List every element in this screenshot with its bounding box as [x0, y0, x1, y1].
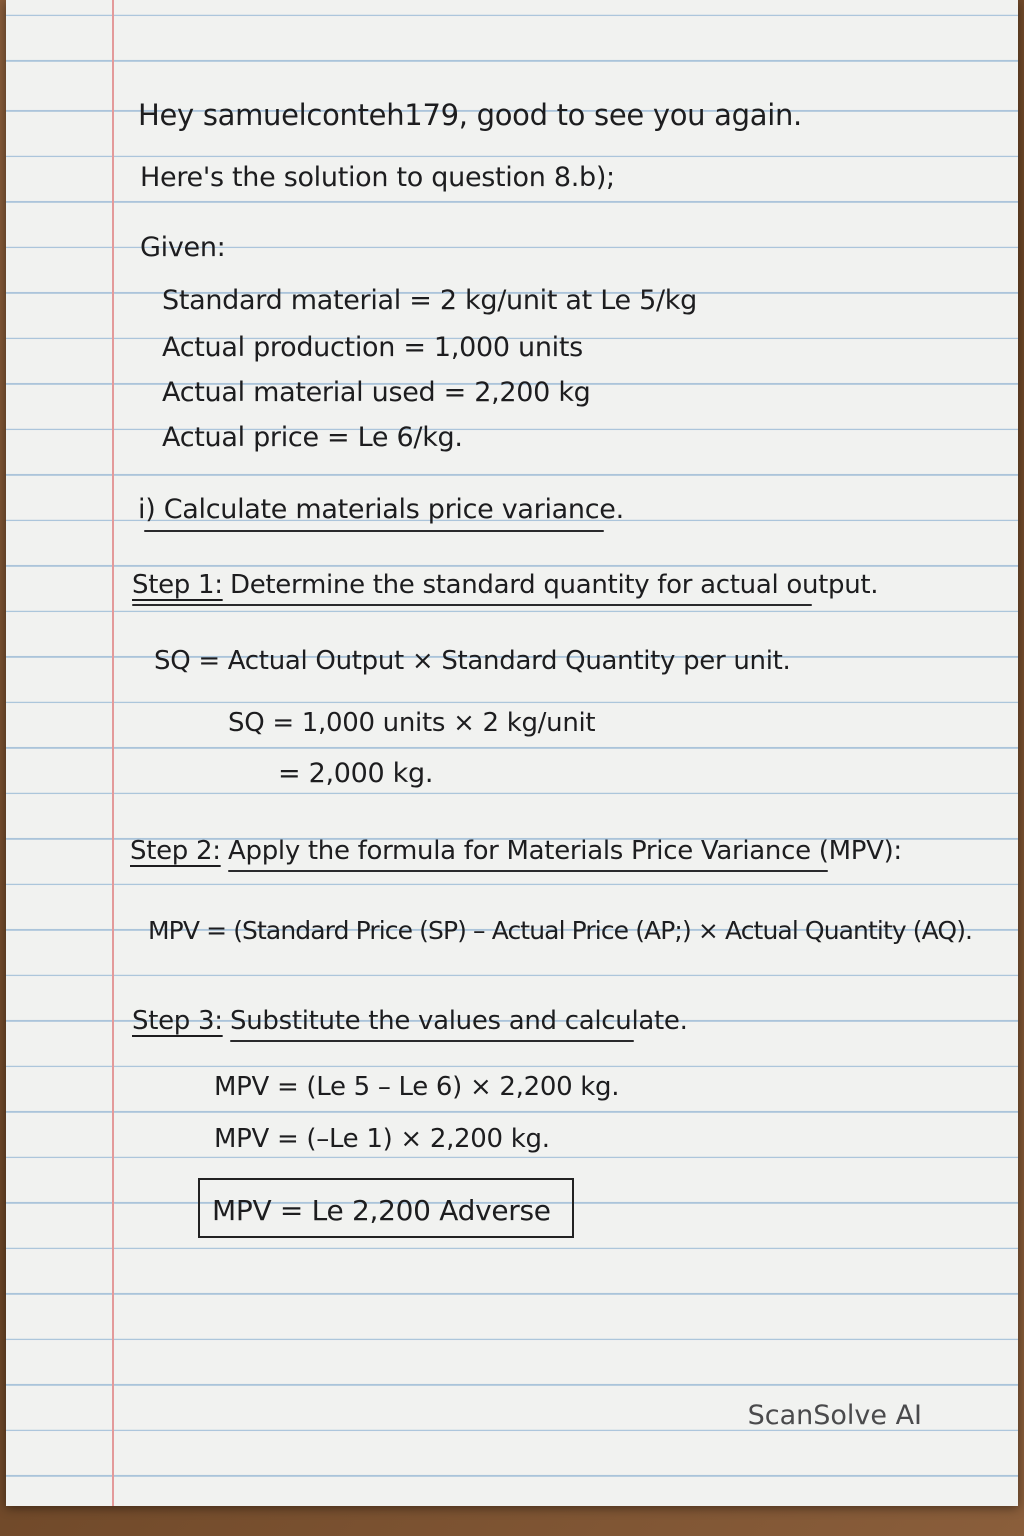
step1-label: Step 1:	[132, 570, 223, 600]
step2-formula: MPV = (Standard Price (SP) – Actual Price (AP;) × Actual Quantity (AQ).	[148, 916, 973, 945]
step2-underline	[228, 870, 828, 872]
step1-calc-line2: = 2,000 kg.	[278, 758, 434, 789]
step2-title: Apply the formula for Materials Price Variance (MPV):	[228, 836, 902, 866]
notebook-page	[6, 0, 1018, 1506]
step1-formula: SQ = Actual Output × Standard Quantity per unit.	[154, 646, 791, 676]
step3-underline	[230, 1040, 634, 1042]
step3-label: Step 3:	[132, 1006, 223, 1036]
step2-label: Step 2:	[130, 836, 221, 866]
margin-line	[112, 0, 114, 1506]
given-heading: Given:	[140, 232, 226, 263]
step3-result: MPV = Le 2,200 Adverse	[212, 1194, 551, 1227]
step3-calc-line2: MPV = (–Le 1) × 2,200 kg.	[214, 1124, 550, 1154]
step1-calc-line1: SQ = 1,000 units × 2 kg/unit	[228, 708, 596, 738]
intro-text: Here's the solution to question 8.b);	[140, 162, 615, 193]
part-i-heading: i) Calculate materials price variance.	[138, 494, 624, 525]
step3-calc-line1: MPV = (Le 5 – Le 6) × 2,200 kg.	[214, 1072, 620, 1102]
step3-title: Substitute the values and calculate.	[230, 1006, 688, 1036]
given-item-standard-material: Standard material = 2 kg/unit at Le 5/kg	[162, 285, 697, 316]
greeting-text: Hey samuelconteh179, good to see you again.	[138, 98, 802, 132]
brand-watermark: ScanSolve AI	[747, 1400, 922, 1431]
step1-title: Determine the standard quantity for actual output.	[230, 570, 879, 600]
given-item-actual-price: Actual price = Le 6/kg.	[162, 422, 463, 453]
part-i-underline	[144, 530, 604, 532]
given-item-actual-production: Actual production = 1,000 units	[162, 332, 583, 363]
step1-underline	[132, 604, 812, 606]
given-item-actual-material: Actual material used = 2,200 kg	[162, 377, 591, 408]
